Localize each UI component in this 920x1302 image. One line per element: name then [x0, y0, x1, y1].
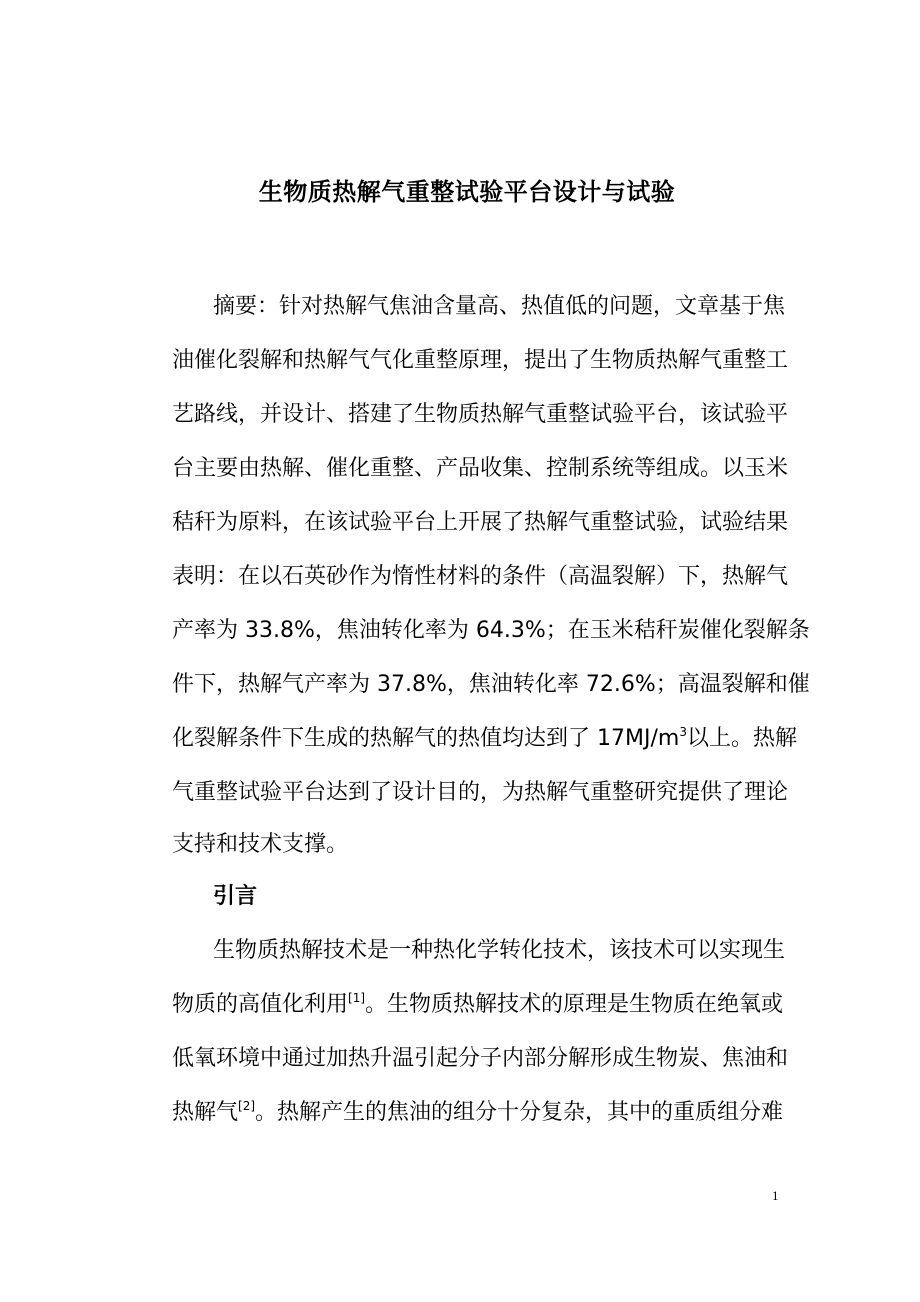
citation: [1] [348, 991, 366, 1005]
document-title: 生物质热解气重整试验平台设计与试验 [258, 178, 676, 206]
intro-line [172, 1098, 784, 1128]
text: 物质的高值化利用 [172, 992, 349, 1017]
intro-line [172, 990, 784, 1020]
intro-line: 低氧环境中通过加热升温引起分子内部分解形成生物炭、焦油和 [172, 1046, 789, 1071]
text: 化裂解条件下生成的热解气的热值均达到了 17MJ/m [172, 726, 680, 751]
section-heading-intro: 引言 [213, 884, 258, 909]
citation: [2] [238, 1099, 256, 1113]
text: 以上。热解 [686, 726, 797, 751]
abstract-line: 台主要由热解、催化重整、产品收集、控制系统等组成。以玉米 [172, 456, 789, 481]
superscript: 3 [679, 725, 687, 739]
abstract-line: 件下，热解气产率为 37.8%，焦油转化率 72.6%；高温裂解和催 [172, 672, 810, 697]
abstract-line: 支持和技术支撑。 [172, 832, 349, 857]
abstract-line [172, 724, 797, 754]
intro-line: 生物质热解技术是一种热化学转化技术，该技术可以实现生 [213, 938, 786, 963]
page-number: 1 [772, 1188, 779, 1203]
text: 热解气 [172, 1100, 239, 1125]
text: 。生物质热解技术的原理是生物质在绝氧或 [365, 992, 784, 1017]
abstract-line: 艺路线，并设计、搭建了生物质热解气重整试验平台，该试验平 [172, 402, 789, 427]
abstract-line: 摘要：针对热解气焦油含量高、热值低的问题，文章基于焦 [213, 294, 786, 319]
text: 。热解产生的焦油的组分十分复杂，其中的重质组分难 [255, 1100, 784, 1125]
abstract-line: 秸秆为原料，在该试验平台上开展了热解气重整试验，试验结果 [172, 510, 789, 535]
abstract-line: 表明：在以石英砂作为惰性材料的条件（高温裂解）下，热解气 [172, 564, 789, 589]
abstract-line: 气重整试验平台达到了设计目的，为热解气重整研究提供了理论 [172, 780, 789, 805]
abstract-line: 油催化裂解和热解气气化重整原理，提出了生物质热解气重整工 [172, 348, 789, 373]
abstract-line: 产率为 33.8%，焦油转化率为 64.3%；在玉米秸秆炭催化裂解条 [172, 618, 810, 643]
